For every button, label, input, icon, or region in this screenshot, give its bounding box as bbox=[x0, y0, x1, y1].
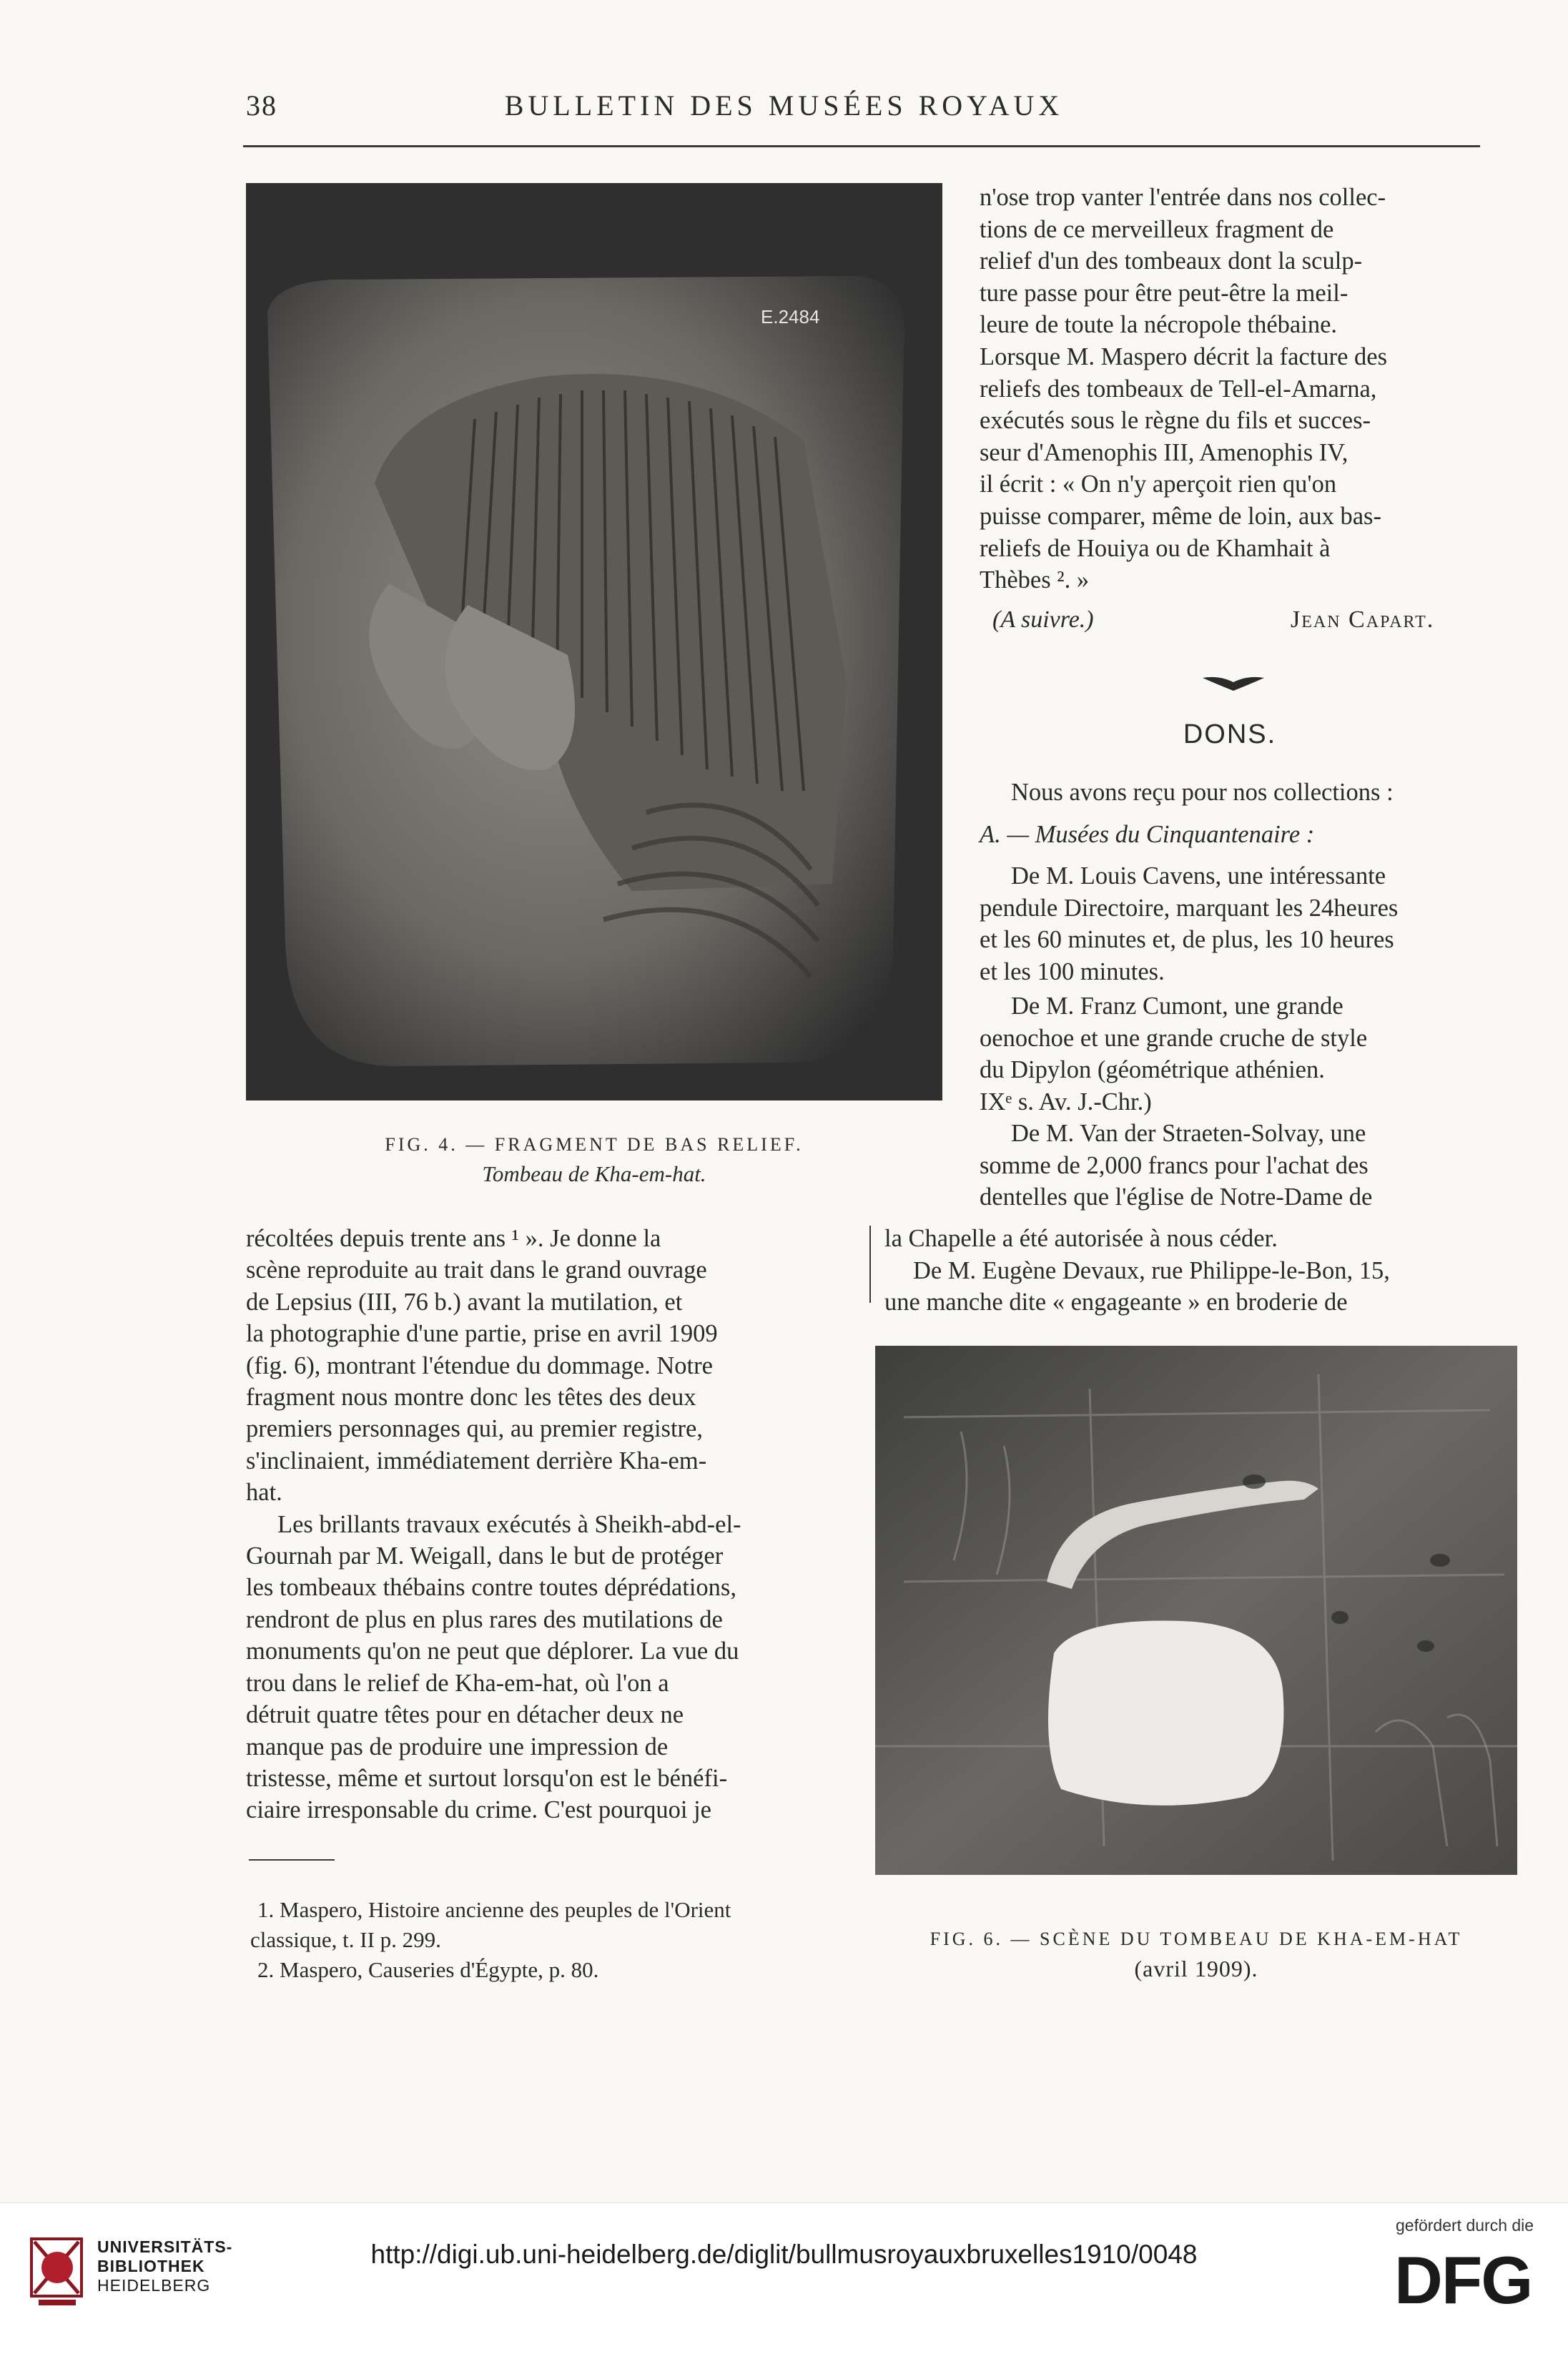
text-line: détruit quatre têtes pour en détacher deux ne bbox=[246, 1701, 684, 1729]
don-entry bbox=[980, 860, 1480, 988]
library-name-line2: BIBLIOTHEK bbox=[97, 2257, 205, 2275]
text-line: De M. Franz Cumont, une grande bbox=[1011, 993, 1343, 1020]
text-line: de Lepsius (III, 76 b.) avant la mutilation, et bbox=[246, 1288, 683, 1316]
library-name-line1: UNIVERSITÄTS- bbox=[97, 2237, 233, 2256]
header-rule bbox=[243, 145, 1480, 147]
text-line: Gournah par M. Weigall, dans le but de protéger bbox=[246, 1542, 724, 1570]
text-line: reliefs des tombeaux de Tell-el-Amarna, bbox=[980, 375, 1377, 403]
dons-section-a bbox=[980, 819, 1480, 851]
text-line: et les 100 minutes. bbox=[980, 957, 1165, 985]
text-line: une manche dite « engageante » en broderie de bbox=[884, 1289, 1348, 1316]
source-url-link[interactable]: http://digi.ub.uni-heidelberg.de/diglit/bullmusroyauxbruxelles1910/0048 bbox=[370, 2240, 1198, 2269]
text-line: ture passe pour être peut-être la meil- bbox=[980, 279, 1348, 307]
text-line: et les 60 minutes et, de plus, les 10 heures bbox=[980, 926, 1394, 953]
footnotes bbox=[250, 1895, 851, 1985]
left-column-text bbox=[246, 1223, 845, 1826]
digitization-banner bbox=[0, 2202, 1568, 2354]
funding-text: gefördert durch die bbox=[1396, 2216, 1534, 2235]
text-line: reliefs de Houiya ou de Khamhait à bbox=[980, 534, 1331, 562]
dons-text bbox=[980, 777, 1480, 1213]
library-name-line3: HEIDELBERG bbox=[97, 2276, 211, 2295]
text-line: IXᵉ s. Av. J.-Chr.) bbox=[980, 1088, 1152, 1116]
text-line: il écrit : « On n'y aperçoit rien qu'on bbox=[980, 471, 1337, 498]
text-line: puisse comparer, même de loin, aux bas- bbox=[980, 502, 1381, 530]
column-divider bbox=[869, 1226, 871, 1303]
text-line: du Dipylon (géométrique athénien. bbox=[980, 1056, 1325, 1083]
footnote-1: 1. Maspero, Histoire ancienne des peuples de l'Orient bbox=[257, 1897, 731, 1922]
text-line: seur d'Amenophis III, Amenophis IV, bbox=[980, 438, 1348, 466]
text-line: la photographie d'une partie, prise en avril 1909 bbox=[246, 1320, 718, 1348]
text-line: récoltées depuis trente ans ¹ ». Je donne la bbox=[246, 1225, 661, 1252]
figure-6-caption bbox=[875, 1929, 1517, 1982]
text-line: tristesse, même et surtout lorsqu'on est le bénéfi- bbox=[246, 1764, 728, 1792]
text-line: ciaire irresponsable du crime. C'est pourquoi je bbox=[246, 1796, 711, 1824]
figure-4-photo bbox=[246, 183, 942, 1100]
text-line: pendule Directoire, marquant les 24heures bbox=[980, 894, 1399, 922]
text-line: relief d'un des tombeaux dont la sculp- bbox=[980, 247, 1363, 275]
text-line: rendront de plus en plus rares des mutilations de bbox=[246, 1605, 723, 1633]
figure-4-caption-title: FIG. 4. — FRAGMENT DE BAS RELIEF. bbox=[385, 1134, 804, 1155]
figure-6-caption-title: FIG. 6. — SCÈNE DU TOMBEAU DE KHA-EM-HAT bbox=[930, 1929, 1463, 1949]
text-line: Thèbes ². » bbox=[980, 566, 1090, 594]
right-column-text bbox=[980, 182, 1480, 596]
text-line: Les brillants travaux exécutés à Sheikh-abd-el- bbox=[277, 1510, 741, 1538]
museum-mark: E.2484 bbox=[761, 306, 820, 328]
figure-4-caption-subtitle: Tombeau de Kha-em-hat. bbox=[482, 1161, 706, 1186]
text-line: trou dans le relief de Kha-em-hat, où l'on a bbox=[246, 1669, 669, 1697]
dons-heading: DONS. bbox=[1183, 719, 1277, 749]
text-line: dentelles que l'église de Notre-Dame de bbox=[980, 1183, 1373, 1211]
text-line: s'inclinaient, immédiatement derrière Kha-em- bbox=[246, 1447, 707, 1474]
text-line: scène reproduite au trait dans le grand ouvrage bbox=[246, 1256, 707, 1284]
text-line: monuments qu'on ne peut que déplorer. La vue du bbox=[246, 1638, 739, 1665]
footnote-rule bbox=[249, 1859, 335, 1861]
page-number: 38 bbox=[246, 89, 277, 122]
figure-4-caption bbox=[246, 1134, 942, 1187]
dons-text-lower bbox=[884, 1223, 1480, 1319]
text-line: somme de 2,000 francs pour l'achat des bbox=[980, 1151, 1369, 1179]
figure-6-caption-date: (avril 1909). bbox=[1134, 1956, 1258, 1981]
text-line: exécutés sous le règne du fils et succes- bbox=[980, 407, 1371, 435]
don-entry bbox=[980, 1118, 1480, 1213]
figure-6-photo bbox=[875, 1346, 1517, 1875]
text-line: oenochoe et une grande cruche de style bbox=[980, 1024, 1368, 1052]
text-line: fragment nous montre donc les têtes des deux bbox=[246, 1384, 696, 1412]
text-line: De M. Louis Cavens, une intéressante bbox=[1011, 862, 1386, 890]
dfg-logo: DFG bbox=[1394, 2242, 1532, 2318]
text-line: n'ose trop vanter l'entrée dans nos collec- bbox=[980, 184, 1386, 211]
text-line: De M. Eugène Devaux, rue Philippe-le-Bon, 15, bbox=[913, 1256, 1390, 1284]
journal-title: BULLETIN DES MUSÉES ROYAUX bbox=[504, 89, 1064, 122]
text-line: (fig. 6), montrant l'étendue du dommage. Notre bbox=[246, 1351, 713, 1379]
text-line: la Chapelle a été autorisée à nous céder. bbox=[884, 1225, 1278, 1252]
author-signature: Jean Capart. bbox=[1291, 606, 1435, 633]
ornament-icon bbox=[1201, 672, 1266, 694]
footnote-1-cont: classique, t. II p. 299. bbox=[250, 1927, 441, 1952]
text-line: manque pas de produire une impression de bbox=[246, 1733, 669, 1760]
text-line: leure de toute la nécropole thébaine. bbox=[980, 311, 1338, 339]
text-line: premiers personnages qui, au premier registre, bbox=[246, 1415, 703, 1443]
section-a-label: A. — Musées du Cinquantenaire : bbox=[980, 820, 1315, 848]
text-line: Lorsque M. Maspero décrit la facture des bbox=[980, 343, 1387, 370]
a-suivre: (A suivre.) bbox=[992, 606, 1094, 633]
text-line: hat. bbox=[246, 1479, 282, 1507]
text-line: les tombeaux thébains contre toutes déprédations, bbox=[246, 1574, 736, 1602]
text-line: tions de ce merveilleux fragment de bbox=[980, 215, 1334, 243]
don-entry bbox=[980, 990, 1480, 1118]
dons-intro: Nous avons reçu pour nos collections : bbox=[1011, 779, 1394, 806]
footnote-2: 2. Maspero, Causeries d'Égypte, p. 80. bbox=[257, 1957, 599, 1982]
text-line: De M. Van der Straeten-Solvay, une bbox=[1011, 1120, 1366, 1147]
